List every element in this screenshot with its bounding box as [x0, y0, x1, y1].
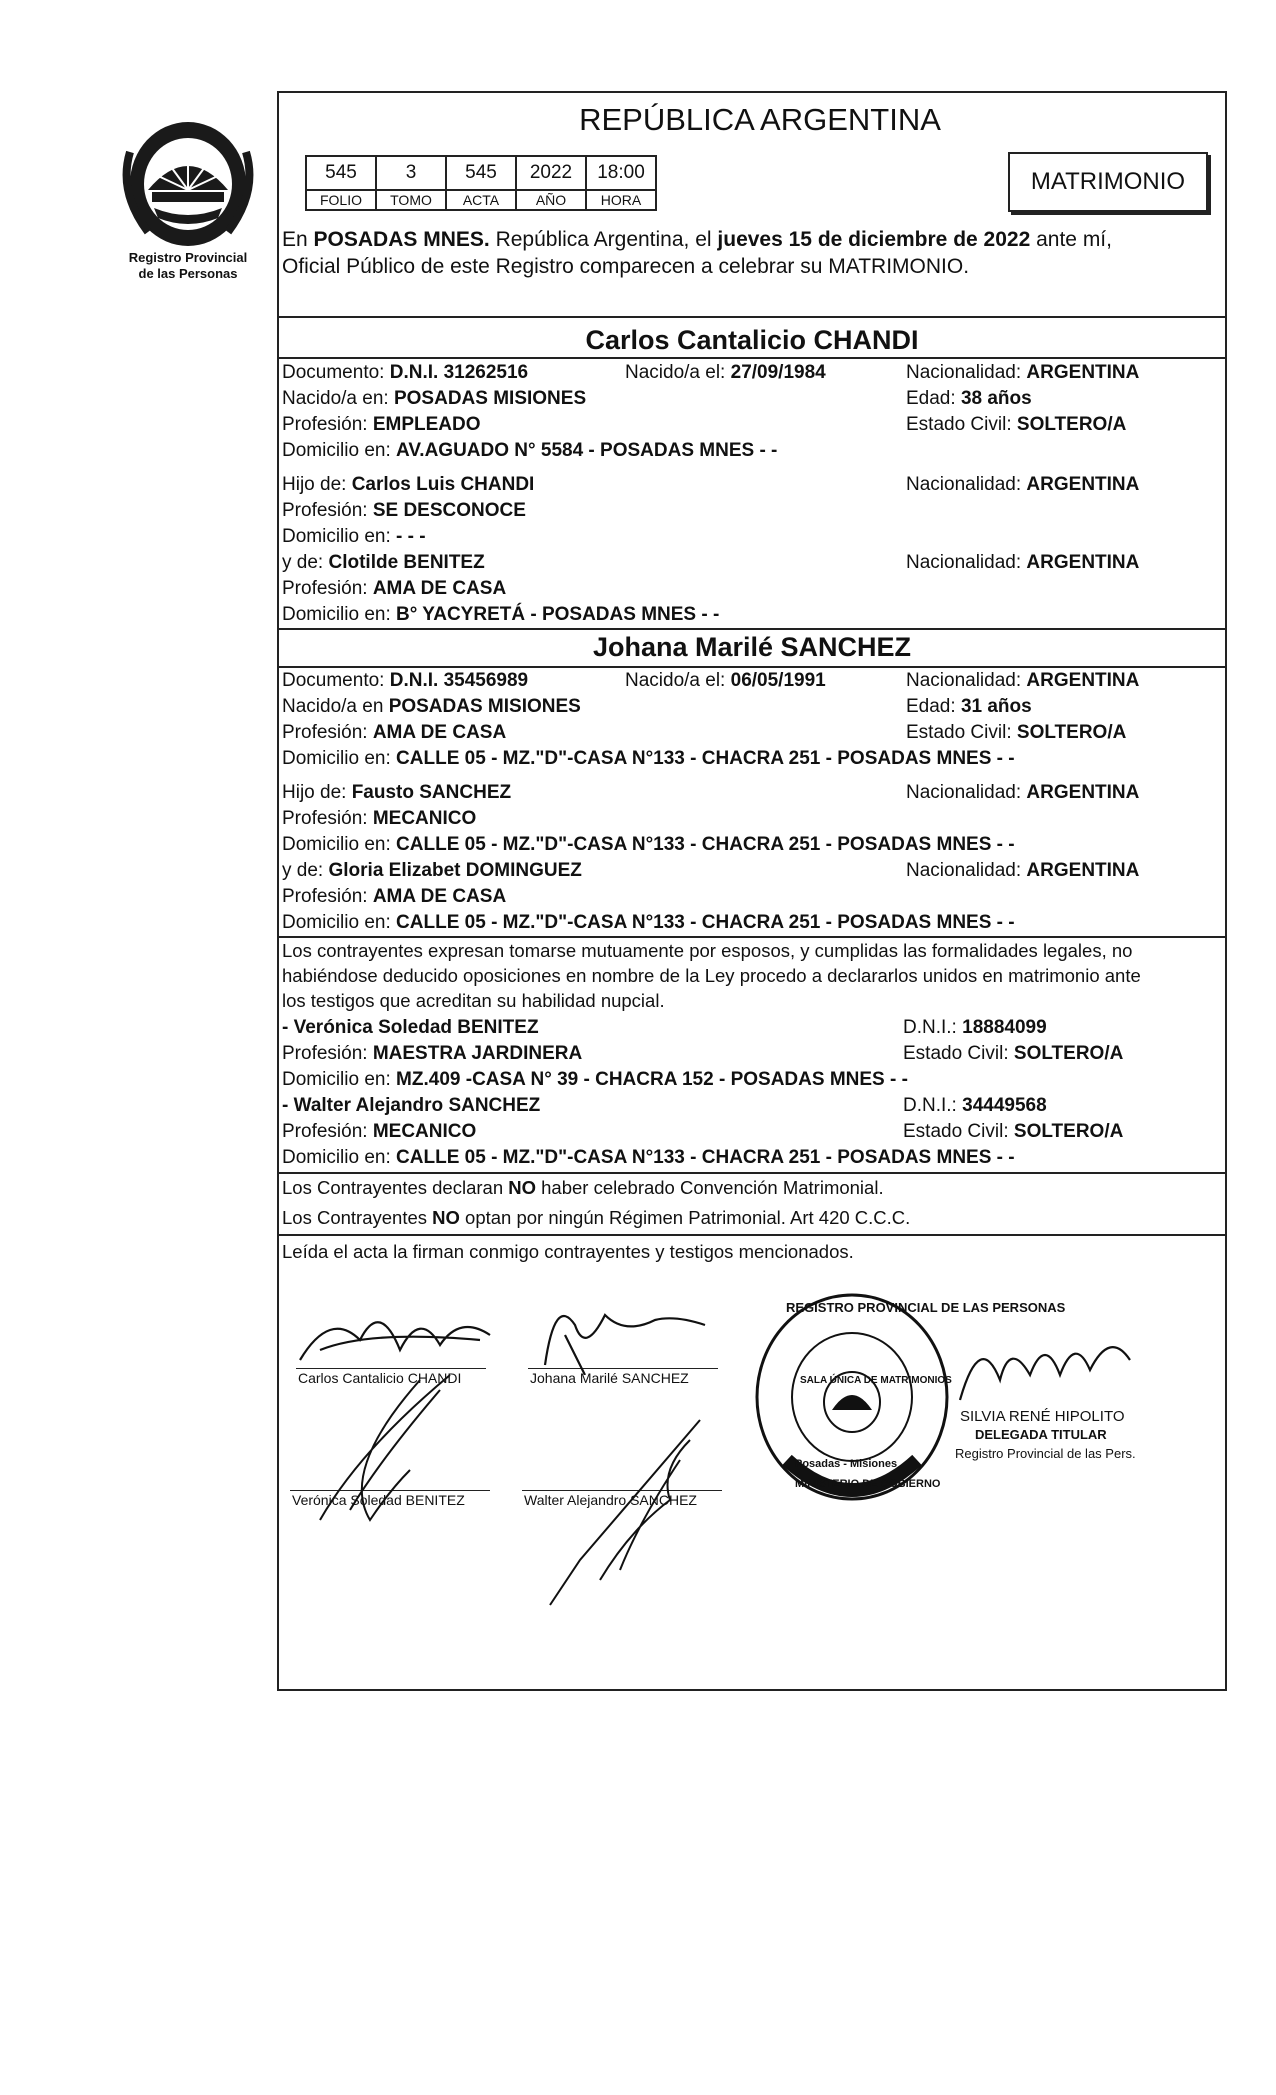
- spouse2-civil-status: Estado Civil: SOLTERO/A: [906, 722, 1127, 743]
- spouse1-mother: y de: Clotilde BENITEZ: [282, 552, 485, 573]
- spouse1-birthdate: Nacido/a el: 27/09/1984: [625, 362, 826, 383]
- spouse1-nationality: Nacionalidad: ARGENTINA: [906, 362, 1140, 383]
- registry-table: [305, 155, 657, 211]
- witness2-name: - Walter Alejandro SANCHEZ: [282, 1095, 541, 1116]
- witness2-profession: Profesión: MECANICO: [282, 1121, 477, 1142]
- spouse2-nationality: Nacionalidad: ARGENTINA: [906, 670, 1140, 691]
- folio-value: 545: [306, 156, 376, 190]
- acta-label: ACTA: [446, 190, 516, 210]
- declaration-line-2: habiéndose deducido oposiciones en nombre de la Ley procedo a declararlos unidos en matrimonio ante: [282, 965, 1141, 986]
- divider: [277, 357, 1227, 359]
- spouse1-birthplace: Nacido/a en: POSADAS MISIONES: [282, 388, 587, 409]
- divider: [277, 628, 1227, 630]
- divider: [277, 666, 1227, 668]
- declaration-line-1: Los contrayentes expresan tomarse mutuamente por esposos, y cumplidas las formalidades legales, no: [282, 940, 1133, 961]
- spouse1-mother-profession: Profesión: AMA DE CASA: [282, 578, 507, 599]
- signature-label-witness1: Verónica Soledad BENITEZ: [292, 1492, 465, 1508]
- intro-line-2: Oficial Público de este Registro comparecen a celebrar su MATRIMONIO.: [282, 255, 970, 278]
- intro-en: En: [282, 228, 308, 251]
- spouse2-birthplace: Nacido/a en POSADAS MISIONES: [282, 696, 581, 717]
- spouse2-father-nationality: Nacionalidad: ARGENTINA: [906, 782, 1140, 803]
- divider: [277, 316, 1227, 318]
- spouse1-age: Edad: 38 años: [906, 388, 1032, 409]
- intro-country: República Argentina, el: [495, 228, 712, 251]
- folio-label: FOLIO: [306, 190, 376, 210]
- spouse1-profession: Profesión: EMPLEADO: [282, 414, 481, 435]
- spouse2-name: Johana Marilé SANCHEZ: [592, 632, 912, 662]
- witness2-address: Domicilio en: CALLE 05 - MZ."D"-CASA N°133 - CHACRA 251 - POSADAS MNES - -: [282, 1147, 1015, 1168]
- intro-ante: ante mí,: [1036, 228, 1112, 251]
- spouse2-father-address: Domicilio en: CALLE 05 - MZ."D"-CASA N°133 - CHACRA 251 - POSADAS MNES - -: [282, 834, 1015, 855]
- spouse2-father: Hijo de: Fausto SANCHEZ: [282, 782, 512, 803]
- tomo-value: 3: [376, 156, 446, 190]
- tomo-label: TOMO: [376, 190, 446, 210]
- document-title: REPÚBLICA ARGENTINA: [579, 102, 941, 137]
- witness1-profession: Profesión: MAESTRA JARDINERA: [282, 1043, 583, 1064]
- convention-statement: Los Contrayentes declaran NO haber celebrado Convención Matrimonial.: [282, 1177, 884, 1198]
- closing-statement: Leída el acta la firman conmigo contrayentes y testigos mencionados.: [282, 1241, 854, 1262]
- divider: [277, 1172, 1227, 1174]
- spouse2-document: Documento: D.N.I. 35456989: [282, 670, 529, 691]
- logo-caption-line2: de las Personas: [138, 266, 238, 281]
- spouse1-civil-status: Estado Civil: SOLTERO/A: [906, 414, 1127, 435]
- ano-value: 2022: [516, 156, 586, 190]
- official-title: DELEGADA TITULAR: [975, 1427, 1107, 1442]
- official-seal: [752, 1290, 952, 1505]
- intro-date: jueves 15 de diciembre de 2022: [717, 228, 1031, 251]
- patrimonial-statement: Los Contrayentes NO optan por ningún Régimen Patrimonial. Art 420 C.C.C.: [282, 1207, 911, 1228]
- spouse2-age: Edad: 31 años: [906, 696, 1032, 717]
- spouse2-address: Domicilio en: CALLE 05 - MZ."D"-CASA N°133 - CHACRA 251 - POSADAS MNES - -: [282, 748, 1015, 769]
- spouse1-name: Carlos Cantalicio CHANDI: [585, 325, 919, 355]
- hora-value: 18:00: [586, 156, 656, 190]
- province-emblem-icon: [108, 112, 268, 252]
- signature-witness2-icon: [520, 1410, 720, 1610]
- witness1-address: Domicilio en: MZ.409 -CASA N° 39 - CHACRA 152 - POSADAS MNES - -: [282, 1069, 908, 1090]
- spouse1-father: Hijo de: Carlos Luis CHANDI: [282, 474, 535, 495]
- spouse1-document: Documento: D.N.I. 31262516: [282, 362, 529, 383]
- spouse2-profession: Profesión: AMA DE CASA: [282, 722, 507, 743]
- spouse1-mother-address: Domicilio en: B° YACYRETÁ - POSADAS MNES - -: [282, 604, 720, 625]
- seal-bottom-text: MINISTERIO DE GOBIERNO: [795, 1478, 941, 1490]
- spouse1-father-address: Domicilio en: - - -: [282, 526, 426, 547]
- signature-witness1-icon: [300, 1370, 470, 1530]
- witness1-dni: D.N.I.: 18884099: [903, 1017, 1047, 1038]
- witness1-civil-status: Estado Civil: SOLTERO/A: [903, 1043, 1124, 1064]
- divider: [277, 936, 1227, 938]
- spouse1-father-nationality: Nacionalidad: ARGENTINA: [906, 474, 1140, 495]
- spouse2-mother-address: Domicilio en: CALLE 05 - MZ."D"-CASA N°133 - CHACRA 251 - POSADAS MNES - -: [282, 912, 1015, 933]
- official-name: SILVIA RENÉ HIPOLITO: [960, 1408, 1125, 1425]
- intro-line-1: [282, 228, 1112, 252]
- witness1-name: - Verónica Soledad BENITEZ: [282, 1017, 539, 1038]
- official-registry: Registro Provincial de las Pers.: [955, 1446, 1136, 1461]
- logo: [108, 112, 268, 252]
- act-type-box: MATRIMONIO: [1008, 152, 1208, 212]
- seal-icon: [752, 1290, 952, 1505]
- hora-label: HORA: [586, 190, 656, 210]
- seal-city: Posadas - Misiones: [795, 1458, 898, 1470]
- witness2-dni: D.N.I.: 34449568: [903, 1095, 1047, 1116]
- seal-inner-text: SALA ÚNICA DE MATRIMONIOS: [800, 1375, 952, 1386]
- spouse2-father-profession: Profesión: MECANICO: [282, 808, 477, 829]
- spouse2-mother: y de: Gloria Elizabet DOMINGUEZ: [282, 860, 582, 881]
- signature-bride-icon: [525, 1285, 725, 1375]
- signature-groom-icon: [290, 1290, 510, 1380]
- declaration-line-3: los testigos que acreditan su habilidad nupcial.: [282, 990, 665, 1011]
- ano-label: AÑO: [516, 190, 586, 210]
- signature-label-bride: Johana Marilé SANCHEZ: [530, 1370, 689, 1386]
- witness2-civil-status: Estado Civil: SOLTERO/A: [903, 1121, 1124, 1142]
- spouse2-mother-nationality: Nacionalidad: ARGENTINA: [906, 860, 1140, 881]
- spouse1-father-profession: Profesión: SE DESCONOCE: [282, 500, 526, 521]
- logo-caption-line1: Registro Provincial: [128, 250, 248, 265]
- signature-label-witness2: Walter Alejandro SANCHEZ: [524, 1492, 697, 1508]
- spouse1-mother-nationality: Nacionalidad: ARGENTINA: [906, 552, 1140, 573]
- signature-label-groom: Carlos Cantalicio CHANDI: [298, 1370, 462, 1386]
- intro-place: POSADAS MNES.: [313, 228, 490, 251]
- acta-value: 545: [446, 156, 516, 190]
- signature-official-icon: [950, 1320, 1150, 1410]
- spouse1-address: Domicilio en: AV.AGUADO N° 5584 - POSADAS MNES - -: [282, 440, 778, 461]
- spouse2-birthdate: Nacido/a el: 06/05/1991: [625, 670, 826, 691]
- logo-caption: [98, 250, 278, 282]
- spouse2-mother-profession: Profesión: AMA DE CASA: [282, 886, 507, 907]
- seal-outer-text: REGISTRO PROVINCIAL DE LAS PERSONAS: [786, 1300, 1066, 1315]
- divider: [277, 1234, 1227, 1236]
